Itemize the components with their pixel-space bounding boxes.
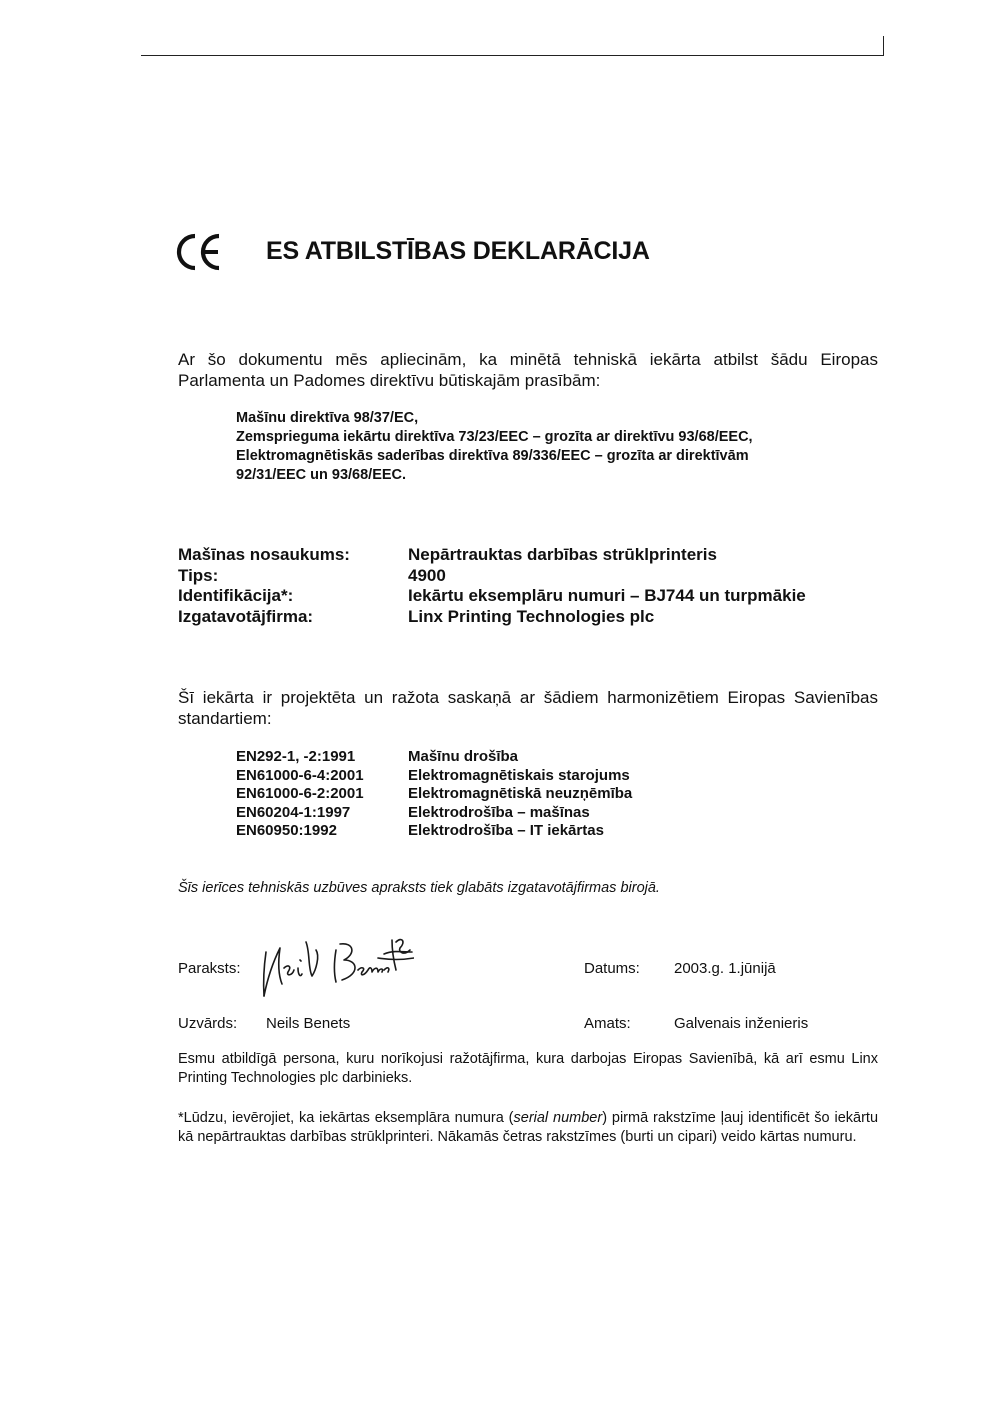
- serial-note-suffix: ) pirmā rakstzīme ļauj identificēt šo iekārtu kā nepārtrauktas darbības strūklprinteri. Nākamās četras rakstzīmes (burti un cipari) veido kārtas numuru.: [178, 1110, 879, 1145]
- standard-code: EN292-1, -2:1991: [236, 748, 356, 765]
- standard-row: [236, 767, 632, 786]
- standard-description: Elektrodrošība – mašīnas: [408, 803, 590, 821]
- machine-spec-table: [178, 545, 806, 627]
- intro-paragraph: Ar šo dokumentu mēs apliecinām, ka minētā tehniskā iekārta atbilst šādu Eiropas Parlamenta un Padomes direktīvu būtiskajām prasībām:: [178, 350, 878, 390]
- directives-list: [236, 409, 753, 485]
- spec-row-name: [178, 545, 806, 566]
- serial-note-prefix: *Lūdzu, ievērojiet, ka iekārtas eksemplāra numura (: [178, 1110, 514, 1126]
- standard-description: Mašīnu drošība: [408, 748, 519, 765]
- spec-label: Identifikācija*:: [178, 586, 294, 605]
- spec-value: Iekārtu eksemplāru numuri – BJ744 un turpmākie: [408, 586, 806, 605]
- spec-label: Izgatavotājfirma:: [178, 606, 314, 626]
- spec-value: Linx Printing Technologies plc: [408, 606, 655, 626]
- standard-code: EN60950:1992: [236, 822, 337, 839]
- standard-row: [236, 748, 632, 767]
- standard-description: Elektrodrošība – IT iekārtas: [408, 822, 604, 839]
- standard-row: [236, 804, 632, 823]
- position-label: Amats:: [584, 1015, 631, 1032]
- standard-description: Elektromagnētiskā neuzņēmība: [408, 785, 633, 802]
- spec-value: Nepārtrauktas darbības strūklprinteris: [408, 545, 717, 564]
- spec-label: Tips:: [178, 565, 219, 585]
- handwritten-signature: [254, 930, 414, 1002]
- serial-note-italic: serial number: [513, 1110, 603, 1126]
- signature-label: Paraksts:: [178, 960, 241, 977]
- directive-line: Zemsprieguma iekārtu direktīva 73/23/EEC – grozīta ar direktīvu 93/68/EEC,: [236, 429, 753, 445]
- standard-code: EN60204-1:1997: [236, 803, 351, 821]
- spec-label: Mašīnas nosaukums:: [178, 545, 350, 564]
- standard-code: EN61000-6-4:2001: [236, 766, 364, 784]
- directive-line: Mašīnu direktīva 98/37/EC,: [236, 410, 419, 426]
- technical-file-note: Šīs ierīces tehniskās uzbūves apraksts tiek glabāts izgatavotājfirmas birojā.: [178, 880, 660, 896]
- header-rule-tick: [883, 36, 884, 56]
- standard-description: Elektromagnētiskais starojums: [408, 766, 630, 784]
- standards-list: [236, 748, 632, 841]
- position-value: Galvenais inženieris: [674, 1015, 809, 1032]
- declaration-title: ES ATBILSTĪBAS DEKLARĀCIJA: [266, 237, 650, 265]
- spec-row-identification: [178, 586, 806, 607]
- harmonized-standards-paragraph: Šī iekārta ir projektēta un ražota saskaņā ar šādiem harmonizētiem Eiropas Savienības standartiem:: [178, 688, 878, 728]
- date-value: 2003.g. 1.jūnijā: [674, 960, 776, 977]
- spec-row-manufacturer: [178, 607, 806, 628]
- directive-line: Elektromagnētiskās saderības direktīva 89/336/EEC – grozīta ar direktīvām: [236, 448, 749, 464]
- directive-line: 92/31/EEC un 93/68/EEC.: [236, 467, 407, 483]
- date-label: Datums:: [584, 960, 640, 977]
- name-value: Neils Benets: [266, 1015, 351, 1032]
- spec-value: 4900: [408, 565, 446, 585]
- serial-number-note: [178, 1109, 878, 1147]
- header-rule: [141, 55, 884, 56]
- responsibility-note: Esmu atbildīgā persona, kuru norīkojusi ražotājfirma, kura darbojas Eiropas Savienībā, kā arī esmu Linx Printing Technologies plc darbinieks.: [178, 1051, 878, 1086]
- standard-row: [236, 785, 632, 804]
- standard-row: [236, 822, 632, 841]
- ce-mark-logo: [176, 232, 224, 272]
- standard-code: EN61000-6-2:2001: [236, 785, 364, 802]
- name-label: Uzvārds:: [178, 1015, 238, 1032]
- spec-row-type: [178, 566, 806, 587]
